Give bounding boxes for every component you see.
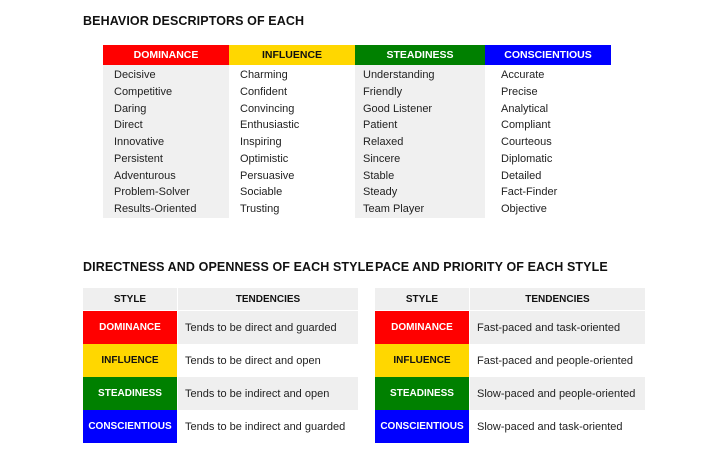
conscientious-list xyxy=(485,65,611,218)
list-item: Adventurous xyxy=(114,169,176,182)
influence-column xyxy=(229,45,355,218)
tendency-cell: Fast-paced and people-oriented xyxy=(470,344,645,377)
tendency-cell: Tends to be indirect and open xyxy=(178,377,358,410)
steadiness-list xyxy=(355,65,485,218)
style-badge-conscientious: CONSCIENTIOUS xyxy=(375,410,469,443)
pace-table xyxy=(375,288,645,443)
influence-header: INFLUENCE xyxy=(229,45,355,65)
list-item: Charming xyxy=(240,69,288,81)
list-item: Stable xyxy=(363,169,395,182)
influence-list xyxy=(229,65,355,218)
dominance-list xyxy=(103,65,229,218)
style-badge-dominance: DOMINANCE xyxy=(375,311,469,344)
list-item: Competitive xyxy=(114,85,173,98)
list-item: Patient xyxy=(363,119,398,132)
list-item: Compliant xyxy=(501,119,551,132)
list-item: Innovative xyxy=(114,136,165,148)
directness-table xyxy=(83,288,358,443)
list-item: Problem-Solver xyxy=(114,186,190,199)
style-badge-conscientious: CONSCIENTIOUS xyxy=(83,410,177,443)
list-item: Inspiring xyxy=(240,136,282,148)
tendency-cell: Tends to be direct and guarded xyxy=(178,311,358,344)
descriptors-table xyxy=(103,45,611,218)
list-item: Confident xyxy=(240,85,288,98)
list-item: Sincere xyxy=(363,152,401,165)
tendency-cell: Tends to be indirect and guarded xyxy=(178,410,358,443)
pace-title: PACE AND PRIORITY OF EACH STYLE xyxy=(375,260,608,274)
list-item: Steady xyxy=(363,186,398,199)
dominance-column xyxy=(103,45,229,218)
list-item: Trusting xyxy=(240,203,280,215)
tendency-cell: Slow-paced and people-oriented xyxy=(470,377,645,410)
tendency-cell: Tends to be direct and open xyxy=(178,344,358,377)
list-item: Persistent xyxy=(114,152,163,165)
table-row xyxy=(375,410,645,443)
list-item: Friendly xyxy=(363,85,403,98)
list-item: Precise xyxy=(501,85,538,98)
list-item: Results-Oriented xyxy=(114,203,197,215)
table-row xyxy=(375,377,645,410)
list-item: Objective xyxy=(501,203,547,215)
list-item: Sociable xyxy=(240,186,283,199)
style-badge-dominance: DOMINANCE xyxy=(83,311,177,344)
list-item: Decisive xyxy=(114,69,156,81)
list-item: Enthusiastic xyxy=(240,119,300,132)
list-item: Persuasive xyxy=(240,169,295,182)
style-column-header: STYLE xyxy=(375,288,469,310)
list-item: Analytical xyxy=(501,102,549,115)
table-row xyxy=(83,377,358,410)
tendencies-column-header: TENDENCIES xyxy=(470,288,645,310)
table-row xyxy=(83,311,358,344)
tendencies-column-header: TENDENCIES xyxy=(178,288,358,310)
style-column-header: STYLE xyxy=(83,288,177,310)
steadiness-header: STEADINESS xyxy=(355,45,485,65)
list-item: Team Player xyxy=(363,203,425,215)
list-item: Direct xyxy=(114,119,143,132)
style-badge-influence: INFLUENCE xyxy=(83,344,177,377)
table-row xyxy=(375,311,645,344)
descriptors-title: BEHAVIOR DESCRIPTORS OF EACH xyxy=(83,14,305,28)
table-header-row xyxy=(83,288,358,310)
table-row xyxy=(375,344,645,377)
tendency-cell: Fast-paced and task-oriented xyxy=(470,311,645,344)
list-item: Diplomatic xyxy=(501,152,553,165)
tendency-cell: Slow-paced and task-oriented xyxy=(470,410,645,443)
table-row xyxy=(83,344,358,377)
list-item: Courteous xyxy=(501,136,552,148)
list-item: Convincing xyxy=(240,102,295,115)
style-badge-influence: INFLUENCE xyxy=(375,344,469,377)
style-badge-steadiness: STEADINESS xyxy=(375,377,469,410)
table-row xyxy=(83,410,358,443)
table-header-row xyxy=(375,288,645,310)
list-item: Understanding xyxy=(363,69,435,81)
list-item: Daring xyxy=(114,102,147,115)
list-item: Detailed xyxy=(501,169,542,182)
list-item: Optimistic xyxy=(240,152,289,165)
directness-title: DIRECTNESS AND OPENNESS OF EACH STYLE xyxy=(83,260,374,274)
dominance-header: DOMINANCE xyxy=(103,45,229,65)
steadiness-column xyxy=(355,45,485,218)
conscientious-column xyxy=(485,45,611,218)
style-badge-steadiness: STEADINESS xyxy=(83,377,177,410)
list-item: Relaxed xyxy=(363,136,404,148)
list-item: Fact-Finder xyxy=(501,186,558,199)
list-item: Good Listener xyxy=(363,102,433,115)
list-item: Accurate xyxy=(501,69,545,81)
conscientious-header: CONSCIENTIOUS xyxy=(485,45,611,65)
